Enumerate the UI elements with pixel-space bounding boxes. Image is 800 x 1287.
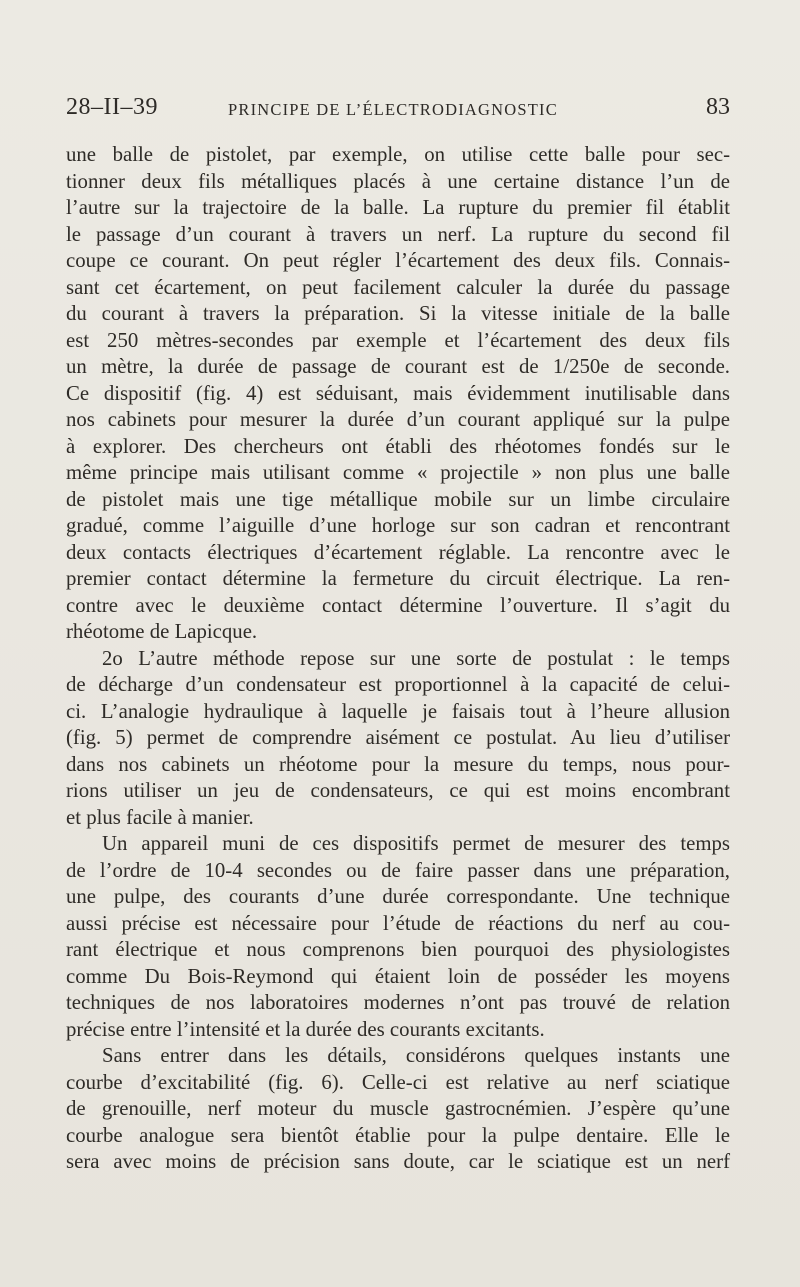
text-line: est 250 mètres-secondes par exemple et l’écartement des deux fils	[66, 328, 730, 352]
text-line: une balle de pistolet, par exemple, on utilise cette balle pour sec-	[66, 143, 730, 166]
text-line: comme Du Bois-Reymond qui étaient loin de posséder les moyens	[66, 964, 730, 988]
text-line: aussi précise est nécessaire pour l’étude de réactions du nerf au cou-	[66, 911, 730, 935]
running-head-title: PRINCIPE DE L’ÉLECTRODIAGNOSTIC	[228, 100, 558, 119]
text-line: premier contact détermine la fermeture du circuit électrique. La ren-	[66, 567, 730, 590]
text-line: courbe d’excitabilité (fig. 6). Celle-ci est relative au nerf sciatique	[66, 1070, 730, 1094]
text-line: rhéotome de Lapicque.	[66, 620, 258, 643]
text-line: précise entre l’intensité et la durée des courants excitants.	[66, 1017, 545, 1041]
text-line: rant électrique et nous comprenons bien pourquoi des physiologistes	[66, 938, 730, 961]
text-line: une pulpe, des courants d’une durée correspondante. Une technique	[66, 885, 730, 908]
text-line: techniques de nos laboratoires modernes n’ont pas trouvé de relation	[66, 991, 730, 1014]
text-line: contre avec le deuxième contact détermine l’ouverture. Il s’agit du	[66, 593, 730, 617]
text-line: gradué, comme l’aiguille d’une horloge sur son cadran et rencontrant	[66, 514, 730, 537]
text-line: même principe mais utilisant comme « projectile » non plus une balle	[66, 461, 730, 484]
text-line: ci. L’analogie hydraulique à laquelle je faisais tout à l’heure allusion	[66, 699, 730, 723]
text-line: Un appareil muni de ces dispositifs permet de mesurer des temps	[102, 832, 730, 855]
text-line: un mètre, la durée de passage de courant est de 1/250e de seconde.	[66, 355, 730, 378]
text-line: courbe analogue sera bientôt établie pour la pulpe dentaire. Elle le	[66, 1123, 730, 1147]
text-line: de l’ordre de 10-4 secondes ou de faire passer dans une préparation,	[66, 858, 730, 882]
text-line: Sans entrer dans les détails, considérons quelques instants une	[102, 1044, 730, 1067]
text-line: sant cet écartement, on peut facilement calculer la durée du passage	[66, 275, 730, 299]
text-line: l’autre sur la trajectoire de la balle. La rupture du premier fil établit	[66, 196, 730, 219]
running-head-date: 28–II–39	[66, 94, 158, 120]
text-line: de pistolet mais une tige métallique mobile sur un limbe circulaire	[66, 487, 730, 511]
page-number: 83	[706, 94, 730, 120]
text-line: Ce dispositif (fig. 4) est séduisant, mais évidemment inutilisable dans	[66, 381, 730, 405]
text-line: rions utiliser un jeu de condensateurs, ce qui est moins encombrant	[66, 779, 730, 802]
text-line: sera avec moins de précision sans doute, car le sciatique est un nerf	[66, 1150, 730, 1173]
text-line: de décharge d’un condensateur est proportionnel à la capacité de celui-	[66, 673, 730, 696]
text-line: à explorer. Des chercheurs ont établi des rhéotomes fondés sur le	[66, 434, 730, 458]
text-line: le passage d’un courant à travers un nerf. La rupture du second fil	[66, 222, 730, 246]
text-line: nos cabinets pour mesurer la durée d’un courant appliqué sur la pulpe	[66, 408, 730, 431]
text-line: de grenouille, nerf moteur du muscle gastrocnémien. J’espère qu’une	[66, 1097, 730, 1120]
text-line: et plus facile à manier.	[66, 805, 254, 829]
text-line: dans nos cabinets un rhéotome pour la mesure du temps, nous pour-	[66, 752, 730, 776]
text-line: 2o L’autre méthode repose sur une sorte de postulat : le temps	[102, 646, 730, 670]
text-line: (fig. 5) permet de comprendre aisément ce postulat. Au lieu d’utiliser	[66, 726, 730, 749]
running-head	[66, 94, 730, 124]
body-text	[66, 142, 730, 1176]
text-line: du courant à travers la préparation. Si la vitesse initiale de la balle	[66, 302, 730, 325]
text-line: coupe ce courant. On peut régler l’écartement des deux fils. Connais-	[66, 249, 730, 272]
text-line: tionner deux fils métalliques placés à une certaine distance l’un de	[66, 169, 730, 193]
text-line: deux contacts électriques d’écartement réglable. La rencontre avec le	[66, 540, 730, 564]
